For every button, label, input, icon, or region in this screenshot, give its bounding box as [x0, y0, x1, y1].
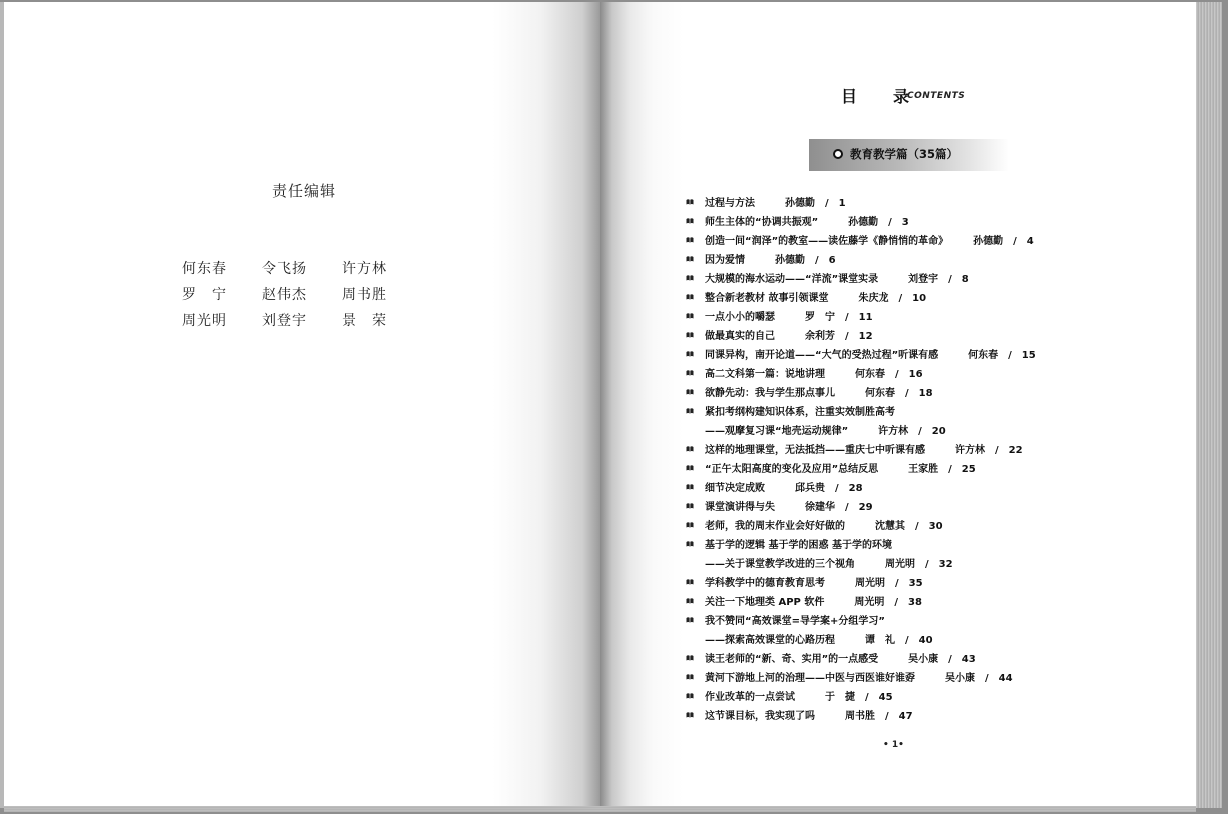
toc-entry-text: 欲静先动：我与学生那点事儿 何东春 / 18 — [705, 388, 933, 399]
right-page-edges — [1196, 2, 1222, 808]
editor-row — [182, 310, 422, 336]
editor-name: 周书胜 — [342, 287, 387, 303]
toc-entry[interactable] — [686, 364, 1156, 383]
toc-entry-text: 整合新老教材 故事引领课堂 朱庆龙 / 10 — [705, 293, 927, 304]
section-label: 教育教学篇（35篇） — [850, 147, 959, 161]
editor-name: 景 荣 — [342, 313, 387, 329]
toc-title-en: CONTENTS — [907, 91, 966, 101]
toc-entry[interactable] — [686, 497, 1156, 516]
toc-entry-text: 紧扣考纲构建知识体系，注重实效制胜高考 — [705, 407, 895, 418]
editor-row — [182, 284, 422, 310]
toc-entry[interactable] — [686, 573, 1156, 592]
toc-entry-text: 大规模的海水运动——“洋流”课堂实录 刘登宇 / 8 — [705, 274, 969, 285]
toc-entry-text: 师生主体的“协调共振观” 孙德勤 / 3 — [705, 217, 909, 228]
book-bullet-icon — [686, 293, 694, 300]
toc-entry[interactable] — [686, 383, 1156, 402]
toc-entry-text: 基于学的逻辑 基于学的困惑 基于学的环境 — [705, 540, 892, 551]
toc-entry[interactable] — [686, 630, 1156, 649]
toc-entry-text: ——观摩复习课“地壳运动规律” 许方林 / 20 — [705, 426, 946, 437]
book-bullet-icon — [686, 521, 694, 528]
editor-heading: 责任编辑 — [272, 182, 337, 200]
toc-entry[interactable] — [686, 668, 1156, 687]
editor-name: 周光明 — [182, 313, 227, 329]
toc-entry[interactable] — [686, 250, 1156, 269]
toc-entry[interactable] — [686, 421, 1156, 440]
book-bullet-icon — [686, 445, 694, 452]
book-bullet-icon — [686, 540, 694, 547]
toc-entry-text: 老师，我的周末作业会好好做的 沈慧其 / 30 — [705, 521, 943, 532]
book-bullet-icon — [686, 369, 694, 376]
toc-entry-text: 读王老师的“新、奇、实用”的一点感受 吴小康 / 43 — [705, 654, 976, 665]
editor-name: 赵伟杰 — [262, 287, 307, 303]
toc-entry[interactable] — [686, 326, 1156, 345]
editor-name: 何东春 — [182, 261, 227, 277]
toc-entry[interactable] — [686, 402, 1156, 421]
book-bullet-icon — [686, 255, 694, 262]
book-bullet-icon — [686, 616, 694, 623]
book-bullet-icon — [686, 483, 694, 490]
book-bullet-icon — [686, 692, 694, 699]
toc-entry-text: 学科教学中的德育教育思考 周光明 / 35 — [705, 578, 923, 589]
bottom-page-edges — [4, 806, 1196, 812]
book-bullet-icon — [686, 578, 694, 585]
book-bullet-icon — [686, 654, 694, 661]
toc-entry[interactable] — [686, 649, 1156, 668]
toc-entry-text: ——关于课堂教学改进的三个视角 周光明 / 32 — [705, 559, 953, 570]
book-bullet-icon — [686, 711, 694, 718]
toc-entry-text: 细节决定成败 邱兵贵 / 28 — [705, 483, 863, 494]
toc-entry-text: 过程与方法 孙德勤 / 1 — [705, 198, 846, 209]
book-bullet-icon — [686, 464, 694, 471]
toc-entry[interactable] — [686, 193, 1156, 212]
toc-entry[interactable] — [686, 592, 1156, 611]
book-bullet-icon — [686, 274, 694, 281]
toc-entry[interactable] — [686, 478, 1156, 497]
toc-title: 目 录 — [841, 87, 920, 106]
toc-entry[interactable] — [686, 554, 1156, 573]
toc-entry[interactable] — [686, 440, 1156, 459]
toc-entry[interactable] — [686, 516, 1156, 535]
toc-entry-text: 做最真实的自己 余利芳 / 12 — [705, 331, 873, 342]
editor-row — [182, 258, 422, 284]
toc-entry-text: 因为爱情 孙德勤 / 6 — [705, 255, 836, 266]
book-bullet-icon — [686, 407, 694, 414]
toc-entry-text: 这样的地理课堂，无法抵挡——重庆七中听课有感 许方林 / 22 — [705, 445, 1023, 456]
editor-name: 罗 宁 — [182, 287, 227, 303]
toc-entry[interactable] — [686, 687, 1156, 706]
toc-entry-text: 关注一下地理类 APP 软件 周光明 / 38 — [705, 597, 922, 608]
toc-entry[interactable] — [686, 706, 1156, 725]
toc-entry[interactable] — [686, 611, 1156, 630]
book-bullet-icon — [686, 673, 694, 680]
toc-entry-text: 课堂演讲得与失 徐建华 / 29 — [705, 502, 873, 513]
toc-entry-text: 同课异构，南开论道——“大气的受热过程”听课有感 何东春 / 15 — [705, 350, 1036, 361]
editor-list — [182, 258, 422, 336]
book-bullet-icon — [686, 388, 694, 395]
editor-name: 刘登宇 — [262, 313, 307, 329]
toc-entry-text: 作业改革的一点尝试 于 捷 / 45 — [705, 692, 893, 703]
toc-list — [686, 193, 1156, 725]
book-bullet-icon — [686, 350, 694, 357]
toc-entry-text: 高二文科第一篇：说地讲理 何东春 / 16 — [705, 369, 923, 380]
toc-entry-text: “正午太阳高度的变化及应用”总结反思 王家胜 / 25 — [705, 464, 976, 475]
section-header — [809, 139, 1009, 171]
toc-entry[interactable] — [686, 345, 1156, 364]
toc-entry-text: ——探索高效课堂的心路历程 谭 礼 / 40 — [705, 635, 933, 646]
toc-entry-text: 创造一间“润泽”的教室——读佐藤学《静悄悄的革命》 孙德勤 / 4 — [705, 236, 1034, 247]
editor-name: 令飞扬 — [262, 261, 307, 277]
section-bullet-icon — [833, 149, 843, 159]
book-bullet-icon — [686, 198, 694, 205]
toc-entry[interactable] — [686, 459, 1156, 478]
toc-entry-text: 我不赞同“高效课堂=导学案+分组学习” — [705, 616, 885, 627]
toc-entry[interactable] — [686, 288, 1156, 307]
toc-entry[interactable] — [686, 231, 1156, 250]
toc-entry-text: 黄河下游地上河的治理——中医与西医谁好谁孬 吴小康 / 44 — [705, 673, 1013, 684]
page-number: • 1• — [883, 740, 904, 750]
toc-entry[interactable] — [686, 212, 1156, 231]
book-bullet-icon — [686, 312, 694, 319]
toc-entry[interactable] — [686, 269, 1156, 288]
toc-entry[interactable] — [686, 307, 1156, 326]
left-page — [4, 2, 600, 808]
toc-entry[interactable] — [686, 535, 1156, 554]
book-bullet-icon — [686, 236, 694, 243]
editor-name: 许方林 — [342, 261, 387, 277]
toc-entry-text: 这节课目标，我实现了吗 周书胜 / 47 — [705, 711, 913, 722]
book-bullet-icon — [686, 597, 694, 604]
book-bullet-icon — [686, 502, 694, 509]
toc-entry-text: 一点小小的嚼瑟 罗 宁 / 11 — [705, 312, 873, 323]
book-bullet-icon — [686, 331, 694, 338]
book-bullet-icon — [686, 217, 694, 224]
